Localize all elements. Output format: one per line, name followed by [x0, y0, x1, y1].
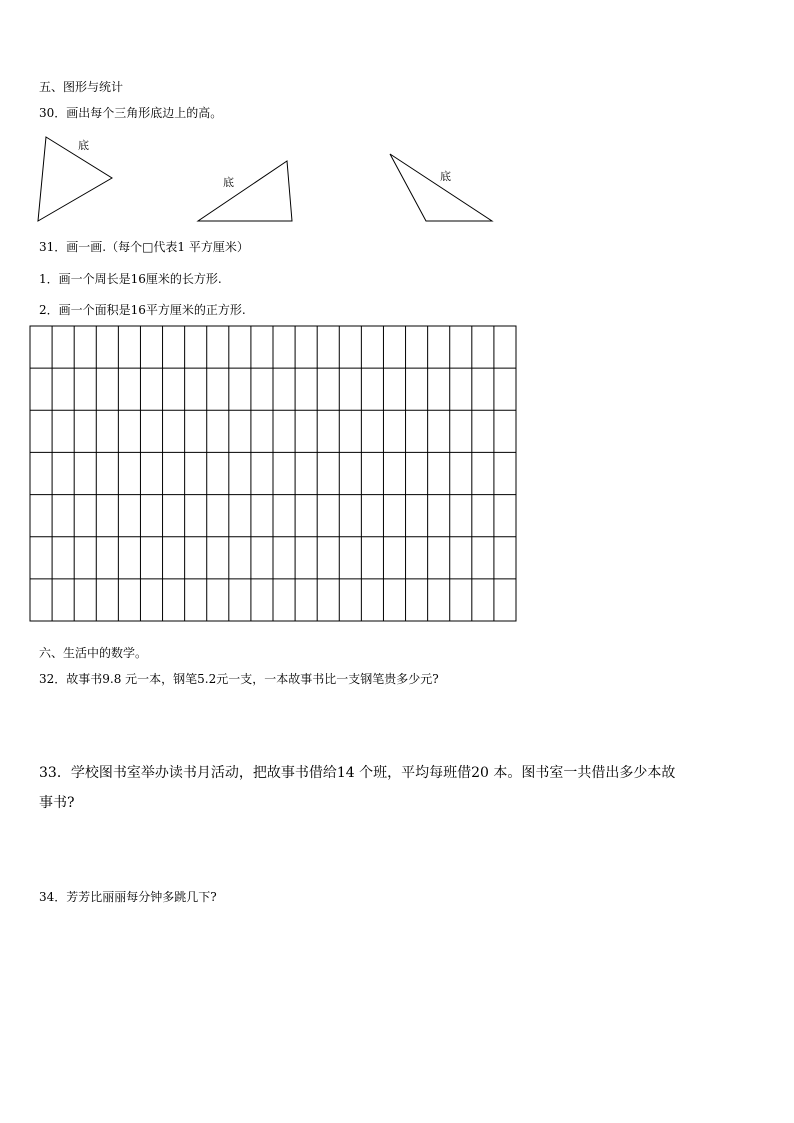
- question-33-line-1: 33．学校图书室举办读书月活动，把故事书借给14 个班，平均每班借20 本。图书室一共借出多少本故: [39, 765, 676, 781]
- question-31-item-2: 2．画一个面积是16平方厘米的正方形.: [39, 303, 246, 317]
- triangle-2-base-label: 底: [223, 176, 234, 189]
- triangle-2: [198, 161, 292, 221]
- triangle-3-base-label: 底: [440, 170, 451, 183]
- question-31: 31．画一画.（每个□代表1 平方厘米）: [39, 240, 249, 254]
- drawing-grid[interactable]: [30, 326, 516, 621]
- triangle-1-base-label: 底: [78, 139, 89, 152]
- question-34: 34．芳芳比丽丽每分钟多跳几下?: [39, 890, 217, 904]
- section-6-heading: 六、生活中的数学。: [39, 646, 148, 660]
- question-32: 32．故事书9.8 元一本，钢笔5.2元一支，一本故事书比一支钢笔贵多少元?: [39, 672, 439, 686]
- triangle-1: [38, 137, 112, 221]
- question-33-line-2: 事书?: [39, 795, 75, 811]
- triangle-3: [390, 154, 492, 221]
- question-31-item-1: 1．画一个周长是16厘米的长方形.: [39, 272, 222, 286]
- question-30: 30．画出每个三角形底边上的高。: [39, 106, 223, 120]
- section-5-heading: 五、图形与统计: [39, 80, 124, 94]
